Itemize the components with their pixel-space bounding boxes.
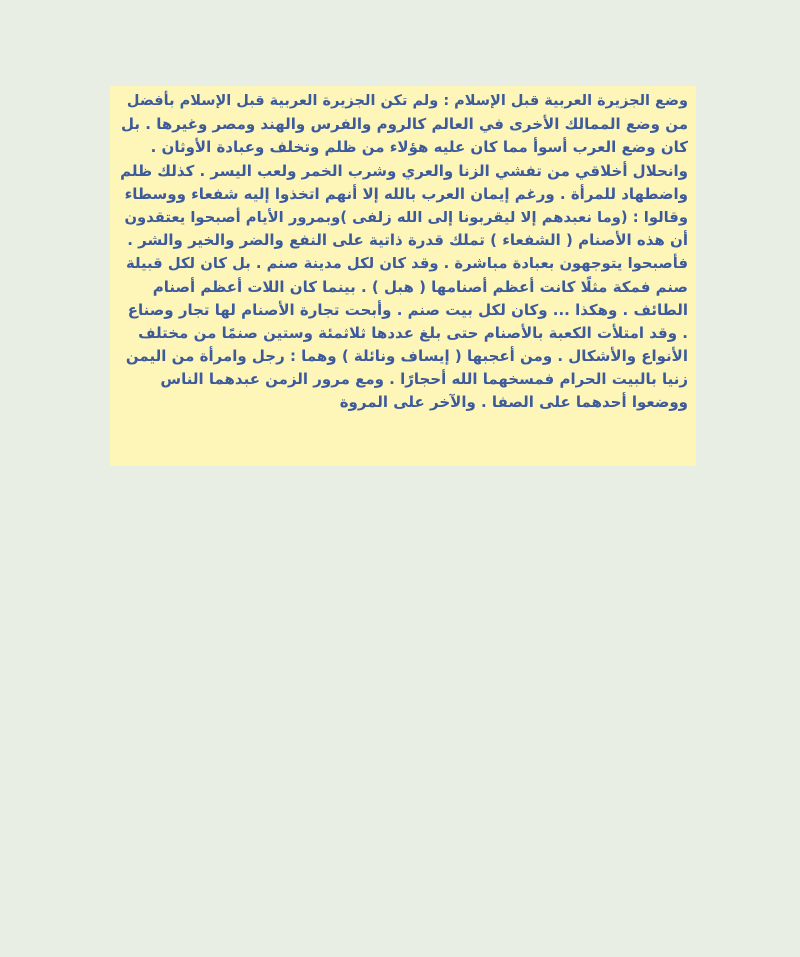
text-line-9: صنم فمكة مثلًا كانت أعظم أصنامها ( هبل ) . بينما كان اللات أعظم أصنام — [152, 277, 688, 296]
text-line-13: زنيا بالبيت الحرام فمسخهما الله أحجارًا . ومع مرور الزمن عبدهما الناس — [160, 370, 688, 389]
text-line-3: كان وضع العرب أسوأ مما كان عليه هؤلاء من ظلم وتخلف وعبادة الأوثان . — [150, 138, 688, 157]
text-line-8: فأصبحوا يتوجهون بعبادة مباشرة . وقد كان لكل مدينة صنم . بل كان لكل قبيلة — [126, 255, 688, 273]
text-line-4: وانحلال أخلاقي من تفشي الزنا والعري وشرب الخمر ولعب اليسر . كذلك ظلم — [120, 161, 688, 180]
text-line-5: واضطهاد للمرأة . ورغم إيمان العرب بالله إلا أنهم اتخذوا إليه شفعاء ووسطاء — [124, 184, 688, 203]
text-line-14: ووضعوا أحدهما على الصفا . والآخر على المروة — [339, 393, 688, 412]
text-line-11: . وقد امتلأت الكعبة بالأصنام حتى بلغ عددها ثلاثمئة وستين صنمًا من مختلف — [138, 323, 688, 342]
text-line-1: وضع الجزيرة العربية قبل الإسلام : ولم تكن الجزيرة العربية قبل الإسلام بأفضل — [126, 93, 688, 109]
text-line-12: الأنواع والأشكال . ومن أعجبها ( إيساف ونائلة ) وهما : رجل وامرأة من اليمن — [125, 347, 688, 366]
text-line-6: وقالوا : (وما نعبدهم إلا ليقربونا إلى الله زلفى )وبمرور الأيام أصبحوا يعتقدون — [124, 208, 688, 226]
text-box — [110, 86, 696, 466]
text-line-7: أن هذه الأصنام ( الشفعاء ) تملك قدرة ذاتية على النفع والضر والخير والشر . — [127, 231, 688, 250]
text-line-2: من وضع الممالك الأخرى في العالم كالروم والفرس والهند ومصر وغيرها . بل — [121, 115, 688, 134]
text-line-10: الطائف . وهكذا ... وكان لكل بيت صنم . وأبحت تجارة الأصنام لها تجار وصناع — [127, 300, 688, 319]
